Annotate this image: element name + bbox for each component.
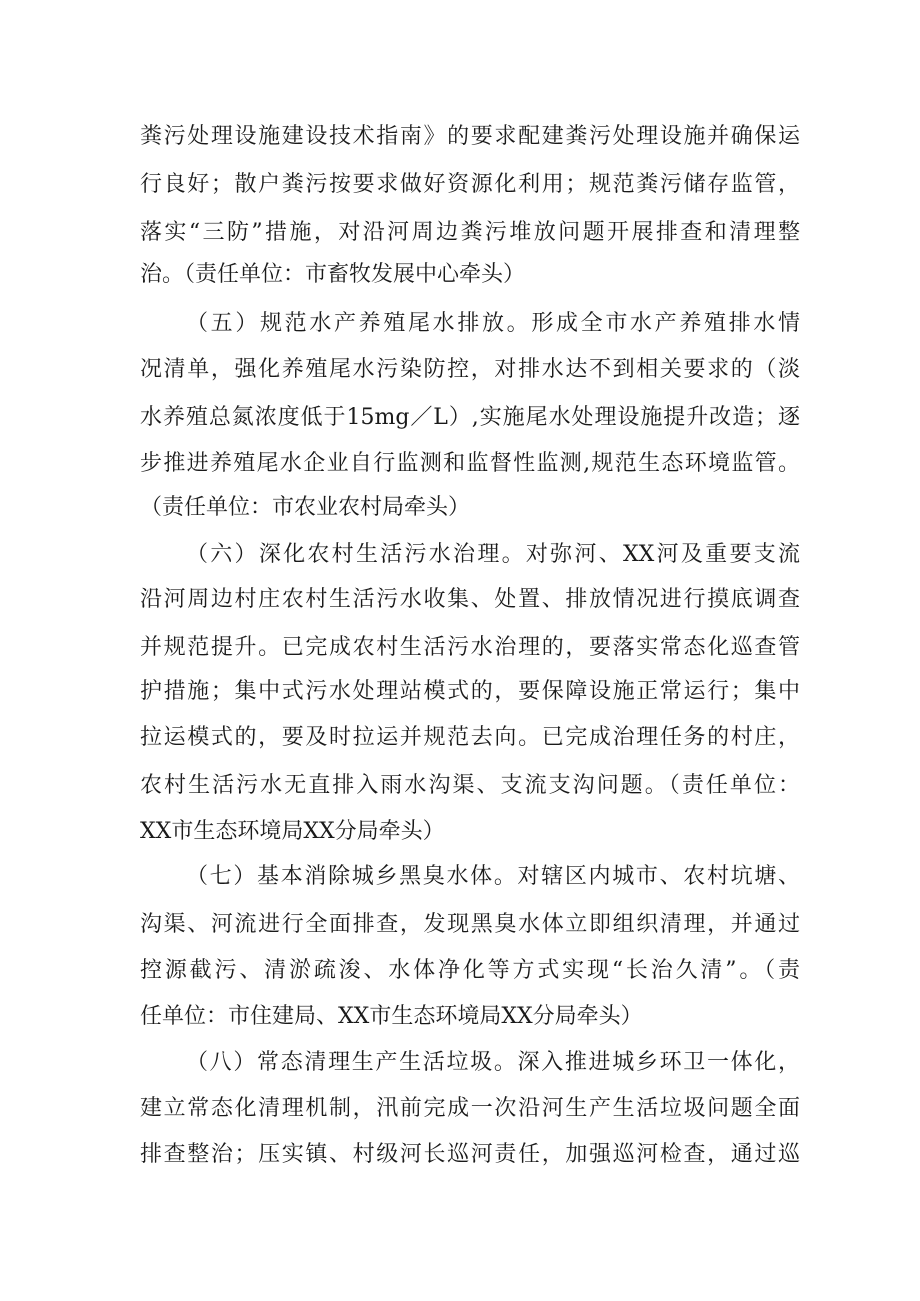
text-line: 治。（责任单位：市畜牧发展中心牵头） bbox=[140, 262, 526, 287]
text-line: 任单位：市住建局、XX市生态环境局XX分局牵头） bbox=[140, 1004, 643, 1029]
text-line: 行良好；散户粪污按要求做好资源化利用；规范粪污储存监管， bbox=[140, 172, 800, 197]
paragraph-first-line: （五）规范水产养殖尾水排放。形成全市水产养殖排水情 bbox=[186, 311, 800, 336]
text-line: XX市生态环境局XX分局牵头） bbox=[140, 819, 445, 844]
text-line: 农村生活污水无直排入雨水沟渠、支流支沟问题。（责任单位： bbox=[140, 773, 800, 798]
paragraph-first-line: （八）常态清理生产生活垃圾。深入推进城乡环卫一体化， bbox=[186, 1050, 800, 1075]
text-line: 控源截污、清淤疏浚、水体净化等方式实现“长治久清”。（责 bbox=[140, 958, 800, 983]
text-line: 并规范提升。已完成农村生活污水治理的，要落实常态化巡查管 bbox=[140, 635, 800, 660]
text-line: 排查整治；压实镇、村级河长巡河责任，加强巡河检查，通过巡 bbox=[140, 1142, 800, 1167]
text-line: 落实“三防”措施，对沿河周边粪污堆放问题开展排查和清理整 bbox=[140, 220, 800, 245]
text-line: 水养殖总氮浓度低于15mg／L）,实施尾水处理设施提升改造；逐 bbox=[140, 405, 800, 430]
text-line: 沿河周边村庄农村生活污水收集、处置、排放情况进行摸底调查 bbox=[140, 587, 800, 612]
text-line: 况清单，强化养殖尾水污染防控，对排水达不到相关要求的（淡 bbox=[140, 357, 800, 382]
text-line: 步推进养殖尾水企业自行监测和监督性监测,规范生态环境监管。 bbox=[140, 451, 800, 476]
paragraph-first-line: （七）基本消除城乡黑臭水体。对辖区内城市、农村坑塘、 bbox=[186, 864, 800, 889]
paragraph-first-line: （六）深化农村生活污水治理。对弥河、XX河及重要支流 bbox=[186, 542, 800, 567]
text-line: （责任单位：市农业农村局牵头） bbox=[140, 495, 471, 520]
text-line: 建立常态化清理机制，汛前完成一次沿河生产生活垃圾问题全面 bbox=[140, 1096, 800, 1121]
text-line: 沟渠、河流进行全面排查，发现黑臭水体立即组织清理，并通过 bbox=[140, 912, 800, 937]
text-line: 粪污处理设施建设技术指南》的要求配建粪污处理设施并确保运 bbox=[140, 124, 800, 149]
text-line: 护措施；集中式污水处理站模式的，要保障设施正常运行；集中 bbox=[140, 679, 800, 704]
text-line: 拉运模式的，要及时拉运并规范去向。已完成治理任务的村庄， bbox=[140, 725, 800, 750]
